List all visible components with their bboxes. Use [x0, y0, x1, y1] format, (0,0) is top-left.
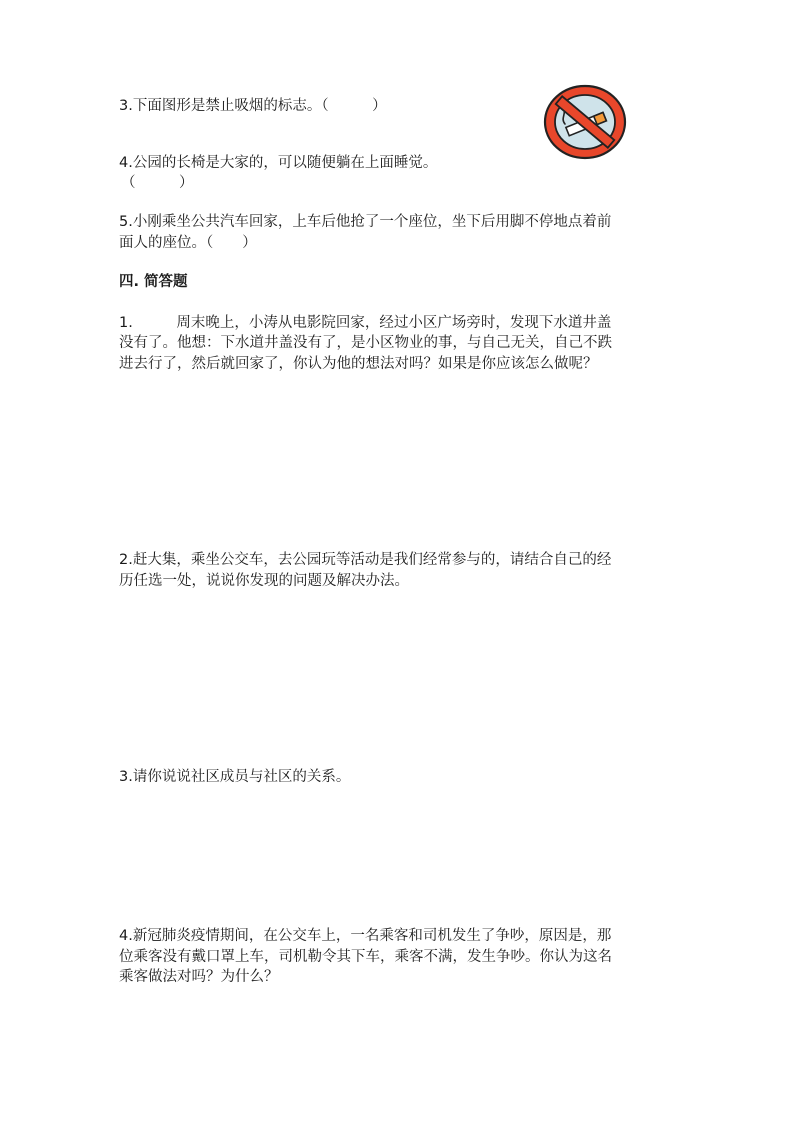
sa-question-1-line3: 进去行了，然后就回家了，你认为他的想法对吗？如果是你应该怎么做呢？ — [119, 356, 598, 372]
sa-question-3-line1: 3.请你说说社区成员与社区的关系。 — [119, 769, 351, 785]
tf-question-3: 3.下面图形是禁止吸烟的标志。（ ） — [119, 98, 387, 114]
answer-area-3[interactable] — [119, 793, 675, 923]
tf-question-5-line2: 面人的座位。（ ） — [119, 235, 257, 251]
sa-question-1-line2: 没有了。他想：下水道井盖没有了，是小区物业的事，与自己无关，自己不跌 — [119, 335, 612, 351]
tf-question-4-line1: 4.公园的长椅是大家的，可以随便躺在上面睡觉。 — [119, 155, 438, 171]
sa-question-2-line1: 2.赶大集，乘坐公交车，去公园玩等活动是我们经常参与的，请结合自己的经 — [119, 552, 612, 568]
sa-question-1-line1: 1. 周末晚上，小涛从电影院回家，经过小区广场旁时，发现下水道井盖 — [119, 315, 612, 331]
tf-question-4-line2: （ ） — [121, 175, 194, 191]
answer-area-4[interactable] — [119, 993, 675, 1113]
tf-question-5-line1: 5.小刚乘坐公共汽车回家，上车后他抢了一个座位，坐下后用脚不停地点着前 — [119, 214, 612, 230]
sa-question-4-line1: 4.新冠肺炎疫情期间，在公交车上，一名乘客和司机发生了争吵，原因是，那 — [119, 928, 612, 944]
no-smoking-image — [543, 84, 627, 160]
answer-area-2[interactable] — [119, 597, 675, 757]
no-smoking-icon — [543, 84, 627, 160]
answer-area-1[interactable] — [119, 380, 675, 540]
section-heading: 四. 简答题 — [119, 274, 188, 290]
sa-question-4-line2: 位乘客没有戴口罩上车，司机勒令其下车，乘客不满，发生争吵。你认为这名 — [119, 949, 612, 965]
sa-question-4-line3: 乘客做法对吗？为什么？ — [119, 969, 279, 985]
sa-question-2-line2: 历任选一处，说说你发现的问题及解决办法。 — [119, 573, 409, 589]
